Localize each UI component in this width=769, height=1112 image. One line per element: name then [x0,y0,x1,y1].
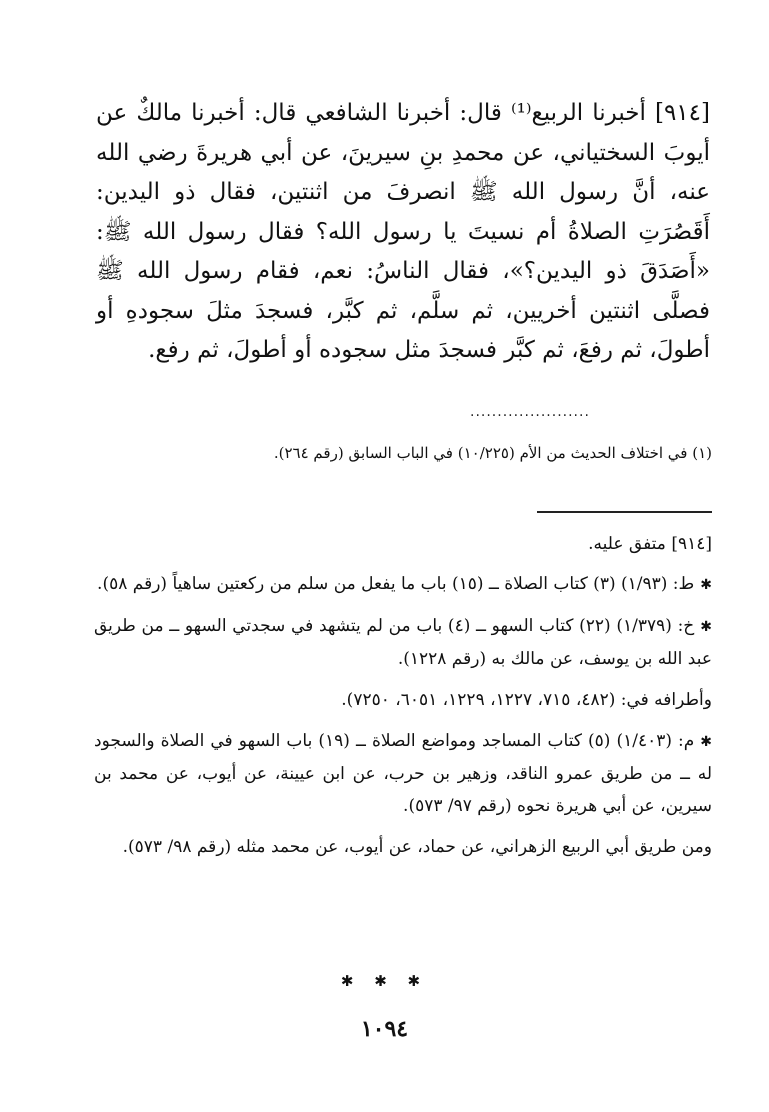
takhrij-entry-bukhari [94,610,712,675]
takhrij-heading: [٩١٤] متفق عليه. [588,534,712,554]
takhrij-divider [537,511,712,513]
takhrij-entry-muwatta [94,568,712,601]
footnote-block [200,442,712,464]
takhrij-entry-text: م: (١/٤٠٣) (٥) كتاب المساجد ومواضع الصلاة ــ (١٩) باب السهو في الصلاة والسجود له ــ من طريق عمرو الناقد، وزهير بن حرب، عن ابن عيينة، عن أيوب، عن محمد بن سيرين، عن أبي هريرة نحوه (رقم ٩٧/ ٥٧٣). [94,731,712,816]
footnote-1: (١) في اختلاف الحديث من الأم (١٠/٢٢٥) في الباب السابق (رقم ٢٦٤). [273,444,712,462]
asterisk-icon: ✱ [700,577,712,593]
takhrij-entry-text: خ: (١/٣٧٩) (٢٢) كتاب السهو ــ (٤) باب من لم يتشهد في سجدتي السهو ــ من طريق عبد الله بن يوسف، عن مالك به (رقم ١٢٢٨). [94,616,712,669]
hadith-paragraph: [٩١٤] أخبرنا الربيع⁽¹⁾ قال: أخبرنا الشافعي قال: أخبرنا مالكٌ عن أيوبَ السختياني، عن محمدِ بنِ سيرينَ، عن أبي هريرةَ رضي الله عنه، أنَّ رسول الله ﷺ انصرفَ من اثنتين، فقال ذو اليدين: أَقَصُرَتِ الصلاةُ أم نسيتَ يا رسول الله؟ فقال رسول الله ﷺ: «أَصَدَقَ ذو اليدين؟»، فقال الناسُ: نعم، فقام رسول الله ﷺ فصلَّى اثنتين أخريين، ثم سلَّم، ثم كبَّر، فسجدَ مثلَ سجودهِ أو أطولَ، ثم رفعَ، ثم كبَّر فسجدَ مثل سجوده أو أطولَ، ثم رفع. [96,100,710,363]
takhrij-entry-text: ط: (١/٩٣) (٣) كتاب الصلاة ــ (١٥) باب ما يفعل من سلم من ركعتين ساهياً (رقم ٥٨). [97,574,695,594]
asterisk-icon: ✱ [700,619,713,635]
end-separator: ✱ ✱ ✱ [340,972,429,990]
asterisk-icon: ✱ [700,734,713,750]
page-number: ١٠٩٤ [360,1016,409,1042]
footnote-separator: ...................... [470,404,590,420]
takhrij-atraf: وأطرافه في: (٤٨٢، ٧١٥، ١٢٢٧، ١٢٢٩، ٦٠٥١، ٧٢٥٠). [341,690,712,710]
hadith-text-block [96,94,710,371]
takhrij-block [94,528,712,872]
takhrij-extra: ومن طريق أبي الربيع الزهراني، عن حماد، عن أيوب، عن محمد مثله (رقم ٩٨/ ٥٧٣). [122,837,712,857]
takhrij-entry-muslim [94,725,712,822]
